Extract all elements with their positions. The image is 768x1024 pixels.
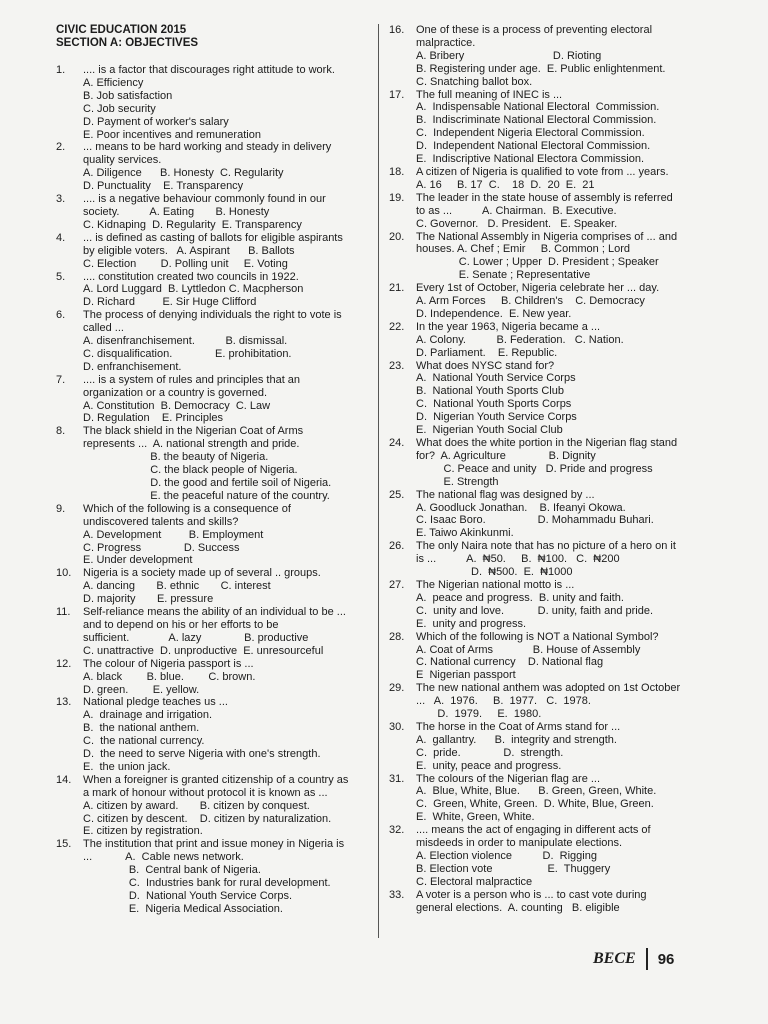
- question-line: A. Lord Luggard B. Lyttledon C. Macpherson: [83, 283, 304, 296]
- question-line: malpractice.: [416, 36, 476, 49]
- question-number: 28.: [389, 630, 405, 643]
- question-number: 32.: [389, 824, 405, 837]
- question-item: [56, 696, 372, 773]
- right-column: [389, 24, 707, 915]
- question-line: B. Election vote E. Thuggery: [416, 862, 611, 875]
- question-number: 11.: [56, 606, 71, 619]
- question-line: C. National Youth Sports Corps: [416, 398, 572, 411]
- question-line: a mark of honour without protocol it is known as ...: [83, 786, 328, 799]
- question-text: .... constitution created two councils in 1922.: [83, 270, 299, 283]
- question-item: [56, 838, 372, 915]
- question-number: 12.: [56, 657, 72, 670]
- left-column: [56, 24, 372, 916]
- question-number: 22.: [389, 320, 405, 333]
- question-text: The colours of the Nigerian flag are ...: [416, 772, 601, 785]
- question-item: [389, 282, 707, 321]
- question-line: A. dancing B. ethnic C. interest: [83, 580, 271, 593]
- question-line: for? A. Agriculture B. Dignity: [416, 449, 596, 462]
- question-text: Which of the following is a consequence of: [83, 502, 291, 515]
- question-number: 23.: [389, 359, 405, 372]
- question-line: B. Registering under age. E. Public enlightenment.: [416, 62, 666, 75]
- question-line: quality services.: [83, 154, 162, 167]
- question-line: B. the beauty of Nigeria.: [83, 451, 269, 464]
- question-text: .... is a negative behaviour commonly found in our: [83, 193, 326, 206]
- question-text: A voter is a person who is ... to cast vote during: [416, 888, 647, 901]
- question-line: C. Kidnaping D. Regularity E. Transparency: [83, 218, 302, 231]
- question-line: C. Progress D. Success: [83, 541, 240, 554]
- question-number: 6.: [56, 309, 66, 322]
- question-line: E. White, Green, White.: [416, 811, 535, 824]
- question-line: E. Strength: [416, 475, 499, 488]
- question-line: E. Poor incentives and remuneration: [83, 128, 261, 141]
- exam-title: CIVIC EDUCATION 2015: [56, 24, 187, 36]
- question-text: The process of denying individuals the right to vote is: [83, 309, 342, 322]
- question-item: [389, 437, 707, 489]
- question-number: 4.: [56, 231, 66, 244]
- question-line: A. drainage and irrigation.: [83, 709, 213, 722]
- question-line: A. gallantry. B. integrity and strength.: [416, 733, 617, 746]
- question-item: [389, 682, 707, 721]
- question-line: E. Senate ; Representative: [416, 269, 591, 282]
- question-line: A. Arm Forces B. Children's C. Democracy: [416, 295, 645, 308]
- question-line: C. Governor. D. President. E. Speaker.: [416, 217, 618, 230]
- question-item: [56, 141, 372, 193]
- question-line: A. black B. blue. C. brown.: [83, 670, 256, 683]
- question-number: 30.: [389, 720, 405, 733]
- question-text: The horse in the Coat of Arms stand for ...: [416, 720, 621, 733]
- question-line: C. Electoral malpractice: [416, 875, 533, 888]
- question-line: society. A. Eating B. Honesty: [83, 205, 270, 218]
- question-line: B. Central bank of Nigeria.: [83, 864, 261, 877]
- question-number: 14.: [56, 773, 72, 786]
- question-text: What does the white portion in the Nigerian flag stand: [416, 437, 678, 449]
- question-number: 21.: [389, 282, 405, 295]
- question-item: [389, 540, 707, 579]
- question-text: National pledge teaches us ...: [83, 696, 228, 709]
- question-line: A. citizen by award. B. citizen by conquest.: [83, 799, 310, 812]
- question-number: 31.: [389, 772, 405, 785]
- question-line: A. disenfranchisement. B. dismissal.: [83, 335, 288, 348]
- column-divider: [378, 24, 379, 938]
- question-line: D. majority E. pressure: [83, 593, 214, 606]
- question-line: D. Independent National Electoral Commission.: [416, 140, 651, 153]
- question-line: A. peace and progress. B. unity and faith.: [416, 591, 624, 604]
- question-text: ... means to be hard working and steady in delivery: [83, 141, 332, 154]
- question-number: 25.: [389, 488, 405, 501]
- question-item: [389, 192, 707, 231]
- question-line: organization or a country is governed.: [83, 386, 268, 399]
- question-line: D. Regulation E. Principles: [83, 412, 224, 425]
- question-text: The institution that print and issue money in Nigeria is: [83, 838, 345, 851]
- question-number: 15.: [56, 838, 72, 851]
- question-item: [56, 374, 372, 426]
- question-line: ... A. 1976. B. 1977. C. 1978.: [416, 695, 591, 708]
- question-line: A. Efficiency: [83, 76, 144, 89]
- question-item: [389, 889, 707, 915]
- question-number: 27.: [389, 578, 405, 591]
- question-text: .... is a factor that discourages right attitude to work.: [83, 64, 335, 76]
- question-line: D. Punctuality E. Transparency: [83, 180, 244, 193]
- question-item: [56, 503, 372, 568]
- question-text: The new national anthem was adopted on 1st October: [416, 682, 681, 695]
- question-line: by eligible voters. A. Aspirant B. Ballots: [83, 244, 295, 257]
- question-list-left: [56, 64, 372, 916]
- question-line: called ...: [83, 322, 124, 335]
- question-item: [56, 425, 372, 502]
- question-line: undiscovered talents and skills?: [83, 515, 239, 528]
- question-item: [389, 824, 707, 889]
- question-line: A. Blue, White, Blue. B. Green, Green, White.: [416, 785, 657, 798]
- question-text: .... means the act of engaging in different acts of: [416, 824, 651, 837]
- question-item: [389, 231, 707, 283]
- question-line: D. the good and fertile soil of Nigeria.: [83, 477, 332, 489]
- question-text: In the year 1963, Nigeria became a ...: [416, 320, 601, 333]
- question-number: 3.: [56, 193, 66, 206]
- question-line: D. Parliament. E. Republic.: [416, 346, 558, 359]
- question-line: A. Election violence D. Rigging: [416, 850, 597, 862]
- question-line: C. National currency D. National flag: [416, 656, 604, 669]
- question-line: D. National Youth Service Corps.: [83, 890, 293, 902]
- question-number: 26.: [389, 540, 405, 553]
- question-line: C. Snatching ballot box.: [416, 75, 533, 88]
- question-item: [56, 606, 372, 658]
- question-line: C. disqualification. E. prohibitation.: [83, 347, 292, 360]
- question-line: C. Green, White, Green. D. White, Blue, Green.: [416, 798, 654, 811]
- question-line: C. unattractive D. unproductive E. unresourceful: [83, 644, 324, 657]
- question-text: A citizen of Nigeria is qualified to vote from ... years.: [416, 165, 669, 178]
- question-line: B. the national anthem.: [83, 722, 200, 735]
- section-title: SECTION A: OBJECTIVES: [56, 37, 199, 49]
- question-text: When a foreigner is granted citizenship of a country as: [83, 773, 349, 786]
- question-item: [56, 232, 372, 271]
- question-text: .... is a system of rules and principles that an: [83, 373, 301, 386]
- question-line: E. unity and progress.: [416, 617, 527, 630]
- question-line: C. Peace and unity D. Pride and progress: [416, 462, 653, 475]
- question-item: [56, 64, 372, 141]
- question-line: D. the need to serve Nigeria with one's strength.: [83, 748, 321, 761]
- question-line: B. Job satisfaction: [83, 89, 173, 102]
- question-item: [56, 271, 372, 310]
- question-line: to as ... A. Chairman. B. Executive.: [416, 204, 617, 217]
- question-line: C. Lower ; Upper D. President ; Speaker: [416, 256, 659, 269]
- question-number: 5.: [56, 270, 66, 283]
- question-number: 10.: [56, 567, 72, 580]
- question-line: D. Independence. E. New year.: [416, 307, 572, 320]
- question-item: [389, 321, 707, 360]
- question-line: C. unity and love. D. unity, faith and pride.: [416, 604, 654, 617]
- question-line: A. Diligence B. Honesty C. Regularity: [83, 167, 284, 180]
- question-line: ... A. Cable news network.: [83, 851, 244, 864]
- question-line: D. ₦500. E. ₦1000: [416, 566, 573, 579]
- question-line: C. pride. D. strength.: [416, 746, 564, 759]
- question-line: A. Constitution B. Democracy C. Law: [83, 399, 271, 412]
- page-number: 96: [657, 950, 675, 968]
- question-item: [389, 579, 707, 631]
- question-item: [389, 721, 707, 773]
- question-line: D. green. E. yellow.: [83, 683, 200, 696]
- question-line: C. the black people of Nigeria.: [83, 464, 298, 477]
- question-number: 20.: [389, 230, 405, 243]
- question-item: [56, 567, 372, 606]
- question-list-right: [389, 24, 707, 915]
- question-number: 33.: [389, 888, 405, 901]
- question-item: [389, 166, 707, 192]
- question-line: A. Coat of Arms B. House of Assembly: [416, 643, 641, 656]
- question-line: C. citizen by descent. D. citizen by naturalization.: [83, 812, 332, 825]
- question-number: 13.: [56, 696, 72, 709]
- question-number: 2.: [56, 141, 66, 154]
- question-line: is ... A. ₦50. B. ₦100. C. ₦200: [416, 553, 620, 566]
- question-line: C. Industries bank for rural development.: [83, 877, 331, 890]
- footer-brand: BECE: [593, 950, 636, 967]
- question-line: D. Nigerian Youth Service Corps: [416, 411, 577, 424]
- question-line: E. Taiwo Akinkunmi.: [416, 527, 514, 540]
- question-line: E. citizen by registration.: [83, 825, 203, 838]
- question-item: [56, 658, 372, 697]
- question-item: [389, 489, 707, 541]
- question-text: Nigeria is a society made up of several .. groups.: [83, 567, 321, 580]
- question-line: A. Development B. Employment: [83, 528, 264, 541]
- question-number: 1.: [56, 64, 66, 76]
- question-text: The colour of Nigeria passport is ...: [83, 657, 254, 670]
- question-line: B. Indiscriminate National Electoral Commission.: [416, 114, 657, 127]
- question-number: 19.: [389, 191, 405, 204]
- question-line: A. National Youth Service Corps: [416, 372, 576, 385]
- question-item: [56, 774, 372, 839]
- question-line: C. Isaac Boro. D. Mohammadu Buhari.: [416, 514, 654, 527]
- question-text: The National Assembly in Nigeria comprises of ... and: [416, 230, 678, 243]
- question-line: A. Indispensable National Electoral Commission.: [416, 101, 660, 114]
- question-line: A. Colony. B. Federation. C. Nation.: [416, 333, 624, 346]
- question-number: 17.: [389, 88, 405, 101]
- question-line: E. unity, peace and progress.: [416, 759, 562, 772]
- question-line: A. Bribery D. Rioting: [416, 49, 602, 62]
- question-text: The only Naira note that has no picture of a hero on it: [416, 540, 676, 553]
- question-line: D. enfranchisement.: [83, 360, 182, 373]
- question-text: The national flag was designed by ...: [416, 488, 595, 501]
- question-number: 29.: [389, 682, 405, 695]
- question-line: E. Under development: [83, 554, 193, 567]
- question-line: D. Richard E. Sir Huge Clifford: [83, 296, 257, 309]
- question-line: A. 16 B. 17 C. 18 D. 20 E. 21: [416, 178, 595, 191]
- question-item: [389, 24, 707, 89]
- question-text: The full meaning of INEC is ...: [416, 88, 563, 101]
- question-text: The Nigerian national motto is ...: [416, 578, 575, 591]
- question-item: [56, 193, 372, 232]
- question-text: The black shield in the Nigerian Coat of Arms: [83, 425, 304, 438]
- question-text: Every 1st of October, Nigeria celebrate her ... day.: [416, 282, 660, 295]
- question-item: [389, 631, 707, 683]
- question-number: 8.: [56, 425, 66, 438]
- question-text: What does NYSC stand for?: [416, 359, 555, 372]
- question-line: E. Nigerian Youth Social Club: [416, 424, 563, 437]
- question-text: ... is defined as casting of ballots for eligible aspirants: [83, 231, 343, 244]
- question-line: E. Nigeria Medical Association.: [83, 902, 283, 915]
- question-line: C. Election D. Polling unit E. Voting: [83, 257, 288, 270]
- question-number: 7.: [56, 373, 66, 386]
- question-line: E. the peaceful nature of the country.: [83, 489, 330, 502]
- question-line: C. Job security: [83, 102, 156, 115]
- question-number: 24.: [389, 437, 405, 449]
- question-number: 16.: [389, 24, 405, 36]
- question-line: represents ... A. national strength and pride.: [83, 438, 300, 451]
- question-text: Which of the following is NOT a National Symbol?: [416, 630, 659, 643]
- question-item: [389, 360, 707, 437]
- question-line: C. Independent Nigeria Electoral Commission.: [416, 127, 645, 140]
- question-text: Self-reliance means the ability of an individual to be ...: [83, 606, 346, 619]
- question-item: [56, 309, 372, 374]
- question-line: E. Indiscriptive National Electora Commission.: [416, 153, 645, 166]
- question-line: B. National Youth Sports Club: [416, 385, 564, 398]
- question-line: A. Goodluck Jonathan. B. Ifeanyi Okowa.: [416, 501, 626, 514]
- question-line: D. 1979. E. 1980.: [416, 708, 542, 721]
- question-line: sufficient. A. lazy B. productive: [83, 631, 309, 644]
- question-line: general elections. A. counting B. eligible: [416, 901, 620, 914]
- question-item: [389, 773, 707, 825]
- question-line: E Nigerian passport: [416, 669, 516, 682]
- question-line: misdeeds in order to manipulate elections.: [416, 837, 623, 850]
- question-line: and to depend on his or her efforts to be: [83, 618, 279, 631]
- question-line: houses. A. Chef ; Emir B. Common ; Lord: [416, 243, 630, 256]
- question-item: [389, 89, 707, 166]
- question-number: 9.: [56, 502, 66, 515]
- footer-divider: [646, 948, 648, 970]
- question-line: D. Payment of worker's salary: [83, 115, 229, 128]
- question-line: C. the national currency.: [83, 735, 205, 748]
- question-text: One of these is a process of preventing electoral: [416, 24, 653, 36]
- question-line: E. the union jack.: [83, 760, 171, 773]
- question-text: The leader in the state house of assembly is referred: [416, 191, 673, 204]
- page-footer: [593, 947, 674, 971]
- question-number: 18.: [389, 165, 405, 178]
